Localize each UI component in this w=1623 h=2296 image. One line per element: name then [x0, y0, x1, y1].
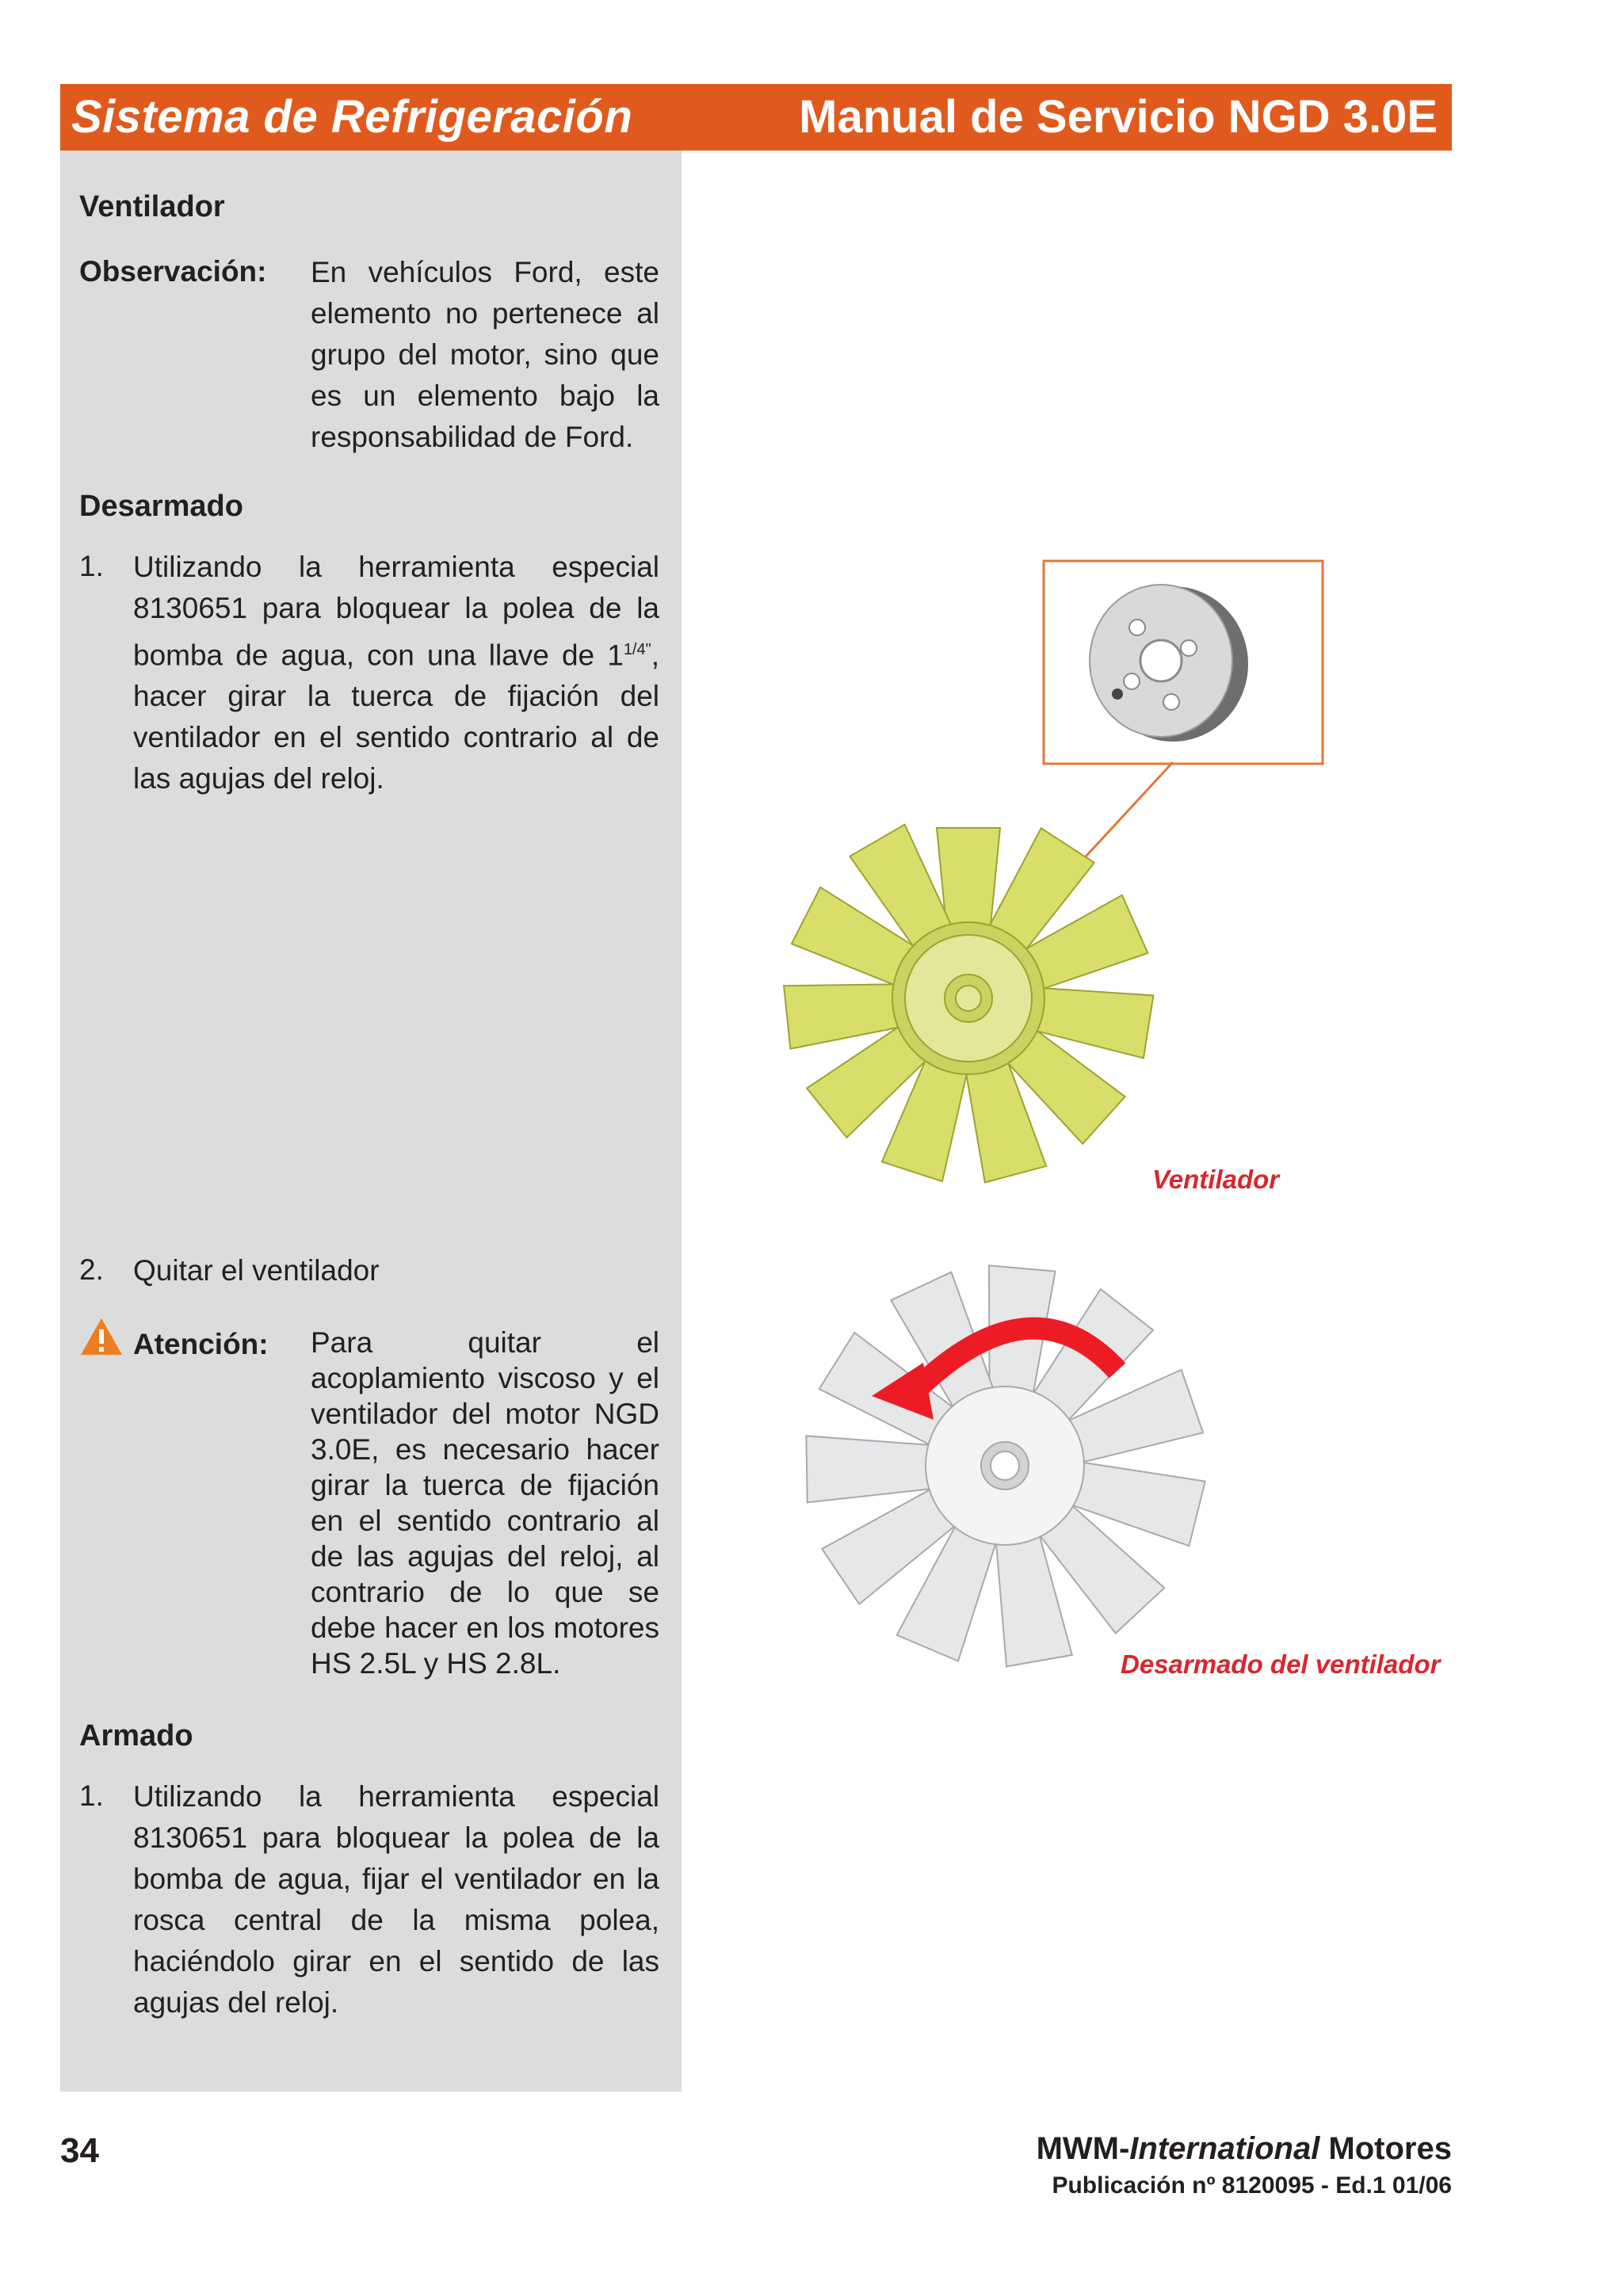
fan-removal-figure: [792, 1244, 1268, 1672]
desarmado-step2: Quitar el ventilador: [133, 1254, 380, 1287]
fan-figure: [761, 555, 1331, 1236]
warning-icon: [79, 1317, 124, 1356]
observation-text: En vehículos Ford, este elemento no pertenece al grupo del motor, sino que es un elemento bajo la responsabilidad de Ford.: [311, 256, 659, 453]
page-number: 34: [60, 2131, 99, 2170]
armado-step1: Utilizando la herramienta especial 8130651 para bloquear la polea de la bomba de agua, fijar el ventilador en la rosca central de la misma polea, haciéndolo girar en el sentido de las agujas del reloj.: [133, 1780, 659, 2019]
figure-caption-2: Desarmado del ventilador: [1121, 1650, 1441, 1679]
step-number: 1.: [79, 550, 104, 582]
attention-text: Para quitar el acoplamiento viscoso y el ventilador del motor NGD 3.0E, es necesario hacer girar la tuerca de fijación en el sentido contrario al de las agujas del reloj, al contrario de lo que se debe hacer en los motores HS 2.5L y HS 2.8L.: [311, 1326, 659, 1680]
header-bar: [60, 84, 1452, 151]
section-title: Sistema de Refrigeración: [71, 91, 633, 143]
publication-info: Publicación nº 8120095 - Ed.1 01/06: [1052, 2172, 1452, 2199]
heading-ventilador: Ventilador: [79, 190, 225, 223]
step-number: 1.: [79, 1779, 104, 1812]
figure-caption-1: Ventilador: [1152, 1165, 1280, 1194]
step-number: 2.: [79, 1253, 104, 1286]
manual-title: Manual de Servicio NGD 3.0E: [799, 91, 1438, 143]
publisher: MWM-International Motores: [1036, 2131, 1452, 2166]
attention-label: Atención:: [133, 1328, 269, 1360]
heading-desarmado: Desarmado: [79, 490, 243, 523]
desarmado-step1: Utilizando la herramienta especial 8130651 para bloquear la polea de la bomba de agua, con una llave de $1^{1/4"}$, hacer girar la tuerca de fijación del ventilador en el sentido contrario al de las agujas del reloj.: [133, 551, 659, 795]
heading-armado: Armado: [79, 1719, 193, 1753]
observation-label: Observación:: [79, 255, 267, 288]
